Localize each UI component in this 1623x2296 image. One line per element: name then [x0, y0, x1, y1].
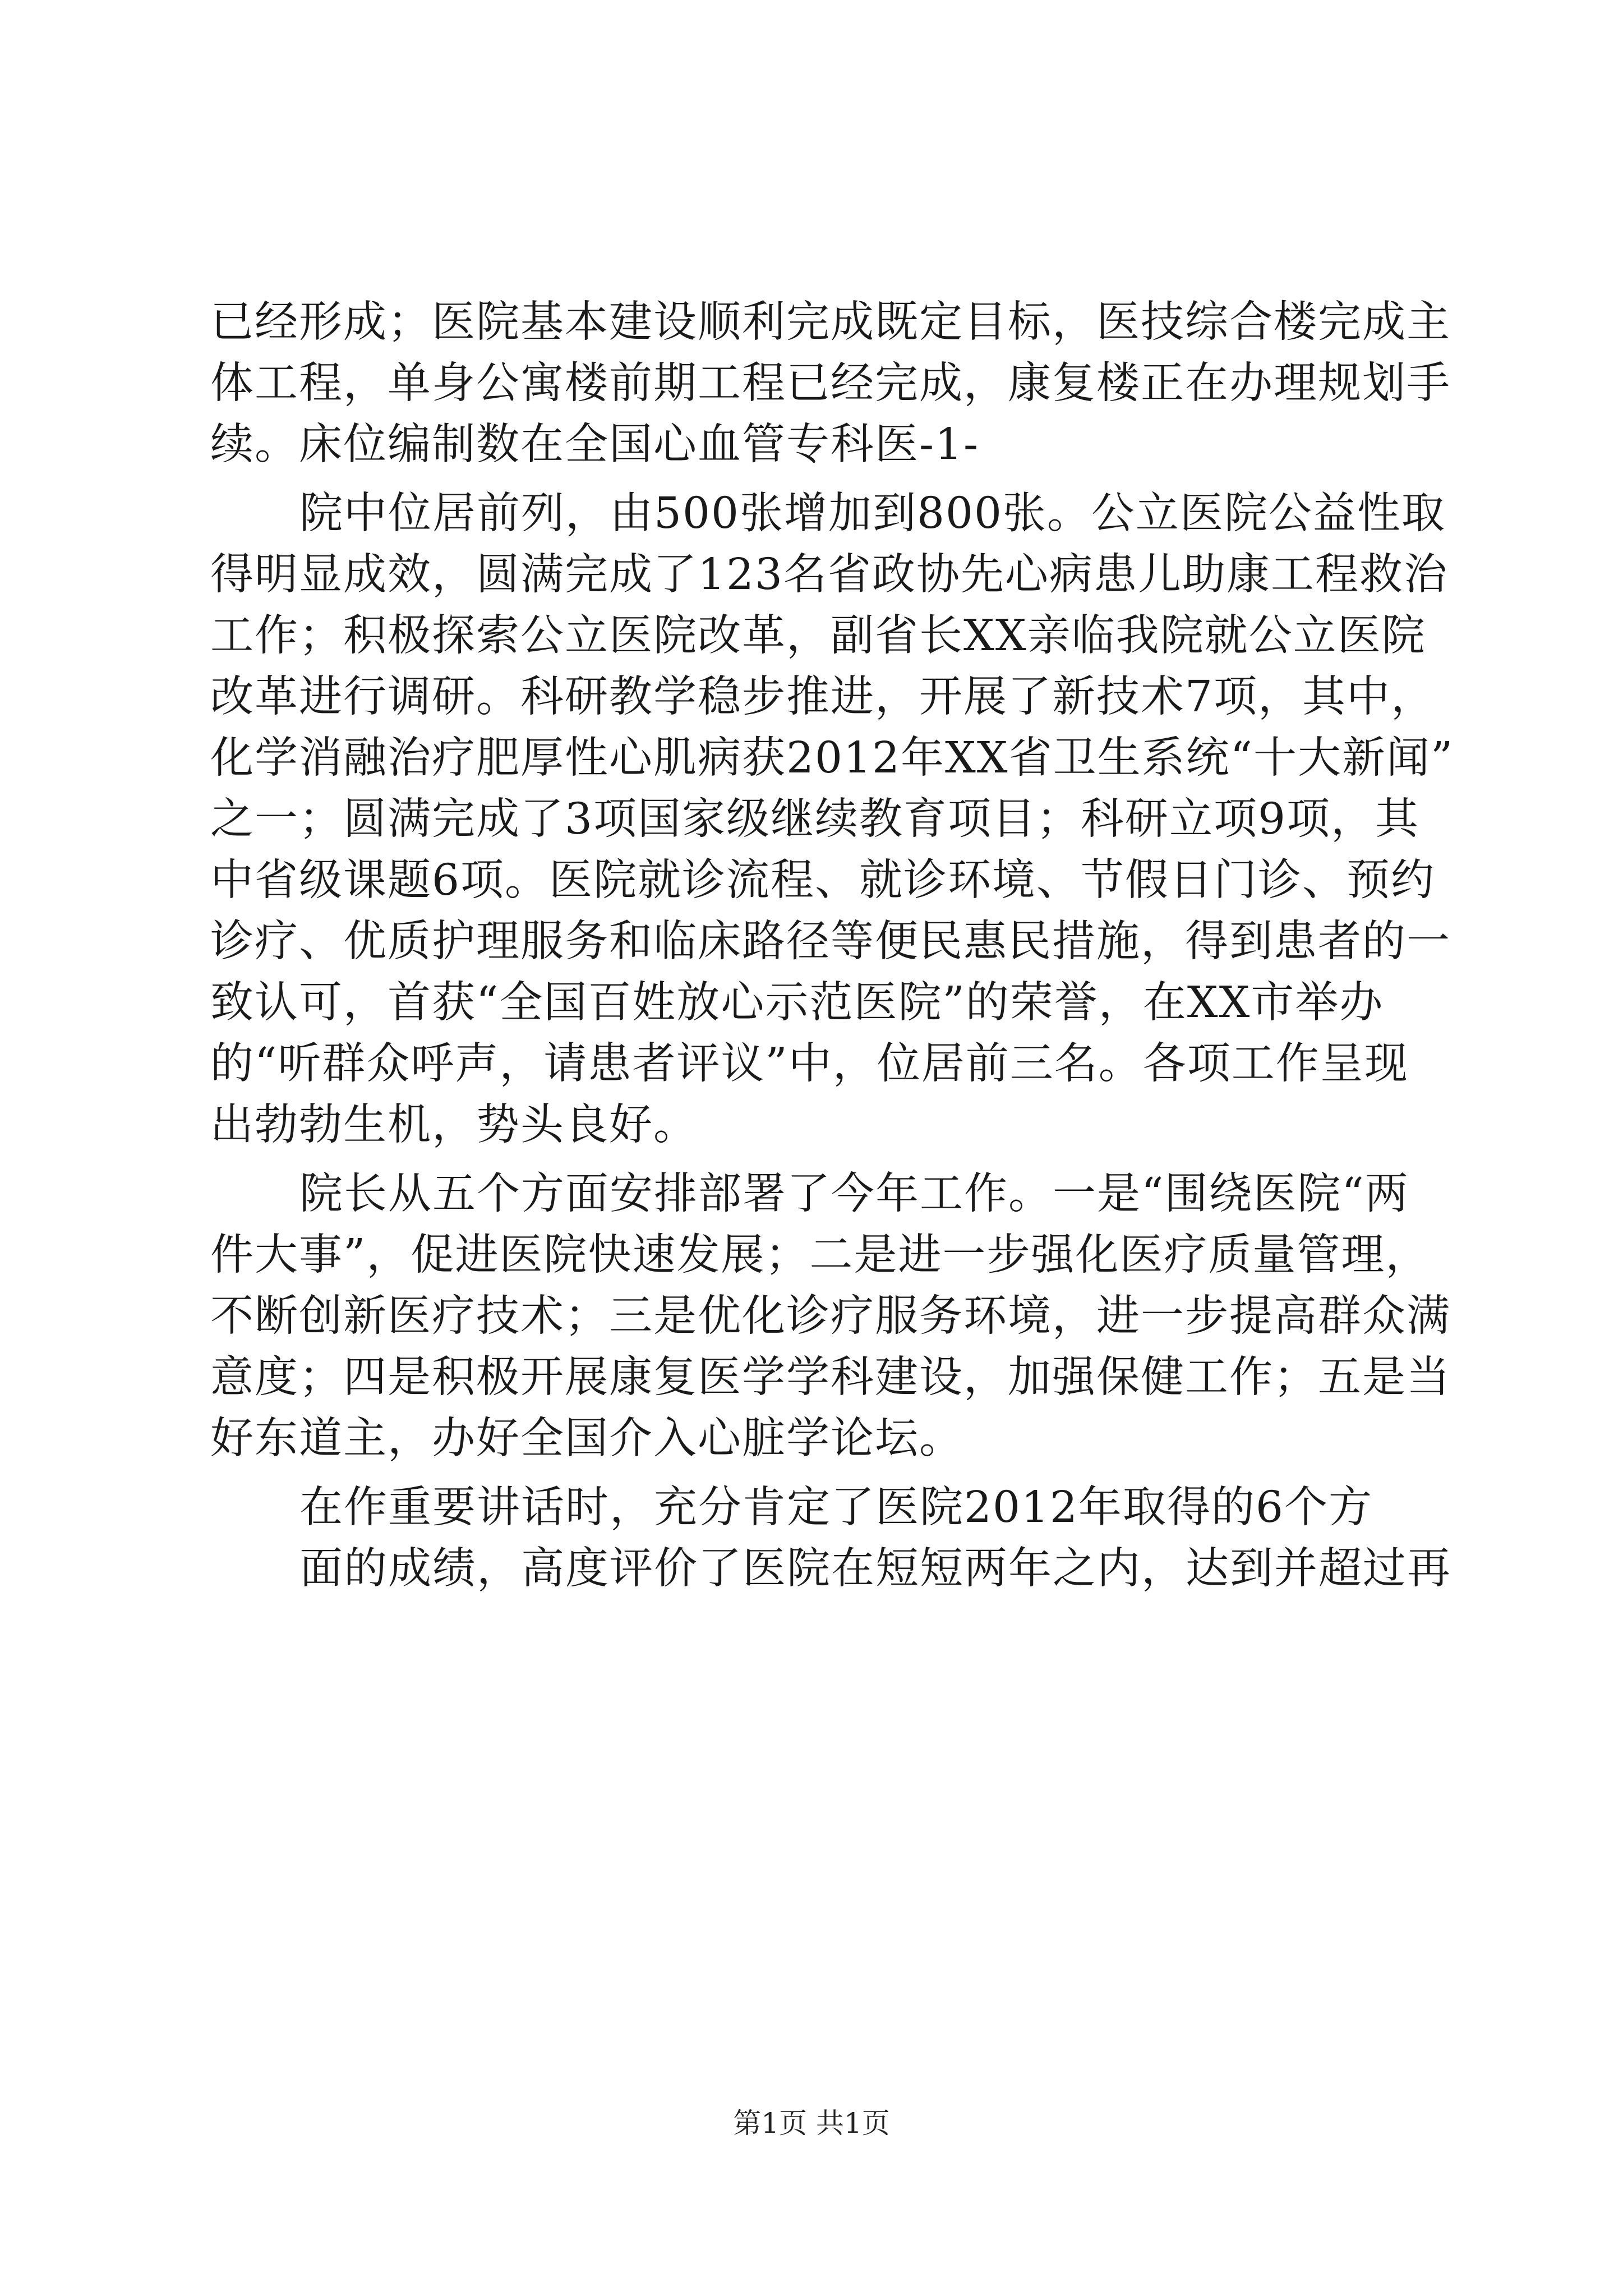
text-line: 化学消融治疗肥厚性心肌病获2012年XX省卫生系统“十大新闻” [210, 733, 1454, 783]
text-line: 面的成绩，高度评价了医院在短短两年之内，达到并超过再 [299, 1544, 1451, 1594]
document-body [210, 292, 1454, 1599]
page-number-footer: 第1页 共1页 [733, 2107, 890, 2139]
text-line: 件大事”，促进医院快速发展；二是进一步强化医疗质量管理， [210, 1230, 1430, 1280]
text-line: 不断创新医疗技术；三是优化诊疗服务环境，进一步提高群众满 [210, 1291, 1451, 1341]
text-line: 的“听群众呼声，请患者评议”中，位居前三名。各项工作呈现 [210, 1039, 1409, 1089]
text-line: 致认可，首获“全国百姓放心示范医院”的荣誉，在XX市举办 [210, 978, 1384, 1028]
paragraph-1 [210, 292, 1451, 475]
text-line: 之一；圆满完成了3项国家级继续教育项目；科研立项9项，其 [210, 794, 1419, 844]
text-line: 中省级课题6项。医院就诊流程、就诊环境、节假日门诊、预约 [210, 855, 1435, 905]
text-line: 得明显成效，圆满完成了123名省政协先心病患儿助康工程救治 [210, 550, 1448, 600]
text-line: 院长从五个方面安排部署了今年工作。一是“围绕医院“两 [299, 1169, 1409, 1219]
text-line: 诊疗、优质护理服务和临床路径等便民惠民措施，得到患者的一 [210, 917, 1451, 967]
text-line: 改革进行调研。科研教学稳步推进，开展了新技术7项，其中， [210, 672, 1435, 722]
text-line: 院中位居前列，由500张增加到800张。公立医院公益性取 [299, 489, 1446, 539]
text-line: 体工程，单身公寓楼前期工程已经完成，康复楼正在办理规划手 [210, 358, 1451, 408]
text-line: 续。床位编制数在全国心血管专科医-1- [210, 420, 980, 470]
text-line: 在作重要讲话时，充分肯定了医院2012年取得的6个方 [299, 1483, 1373, 1533]
paragraph-4 [210, 1477, 1451, 1599]
text-line: 工作；积极探索公立医院改革，副省长XX亲临我院就公立医院 [210, 611, 1426, 661]
text-line: 意度；四是积极开展康复医学学科建设，加强保健工作；五是当 [210, 1352, 1451, 1402]
paragraph-2 [210, 483, 1454, 1156]
text-line: 已经形成；医院基本建设顺利完成既定目标，医技综合楼完成主 [210, 297, 1451, 347]
text-line: 好东道主，办好全国介入心脏学论坛。 [210, 1414, 963, 1464]
paragraph-3 [210, 1163, 1451, 1469]
text-line: 出勃勃生机，势头良好。 [210, 1100, 698, 1150]
